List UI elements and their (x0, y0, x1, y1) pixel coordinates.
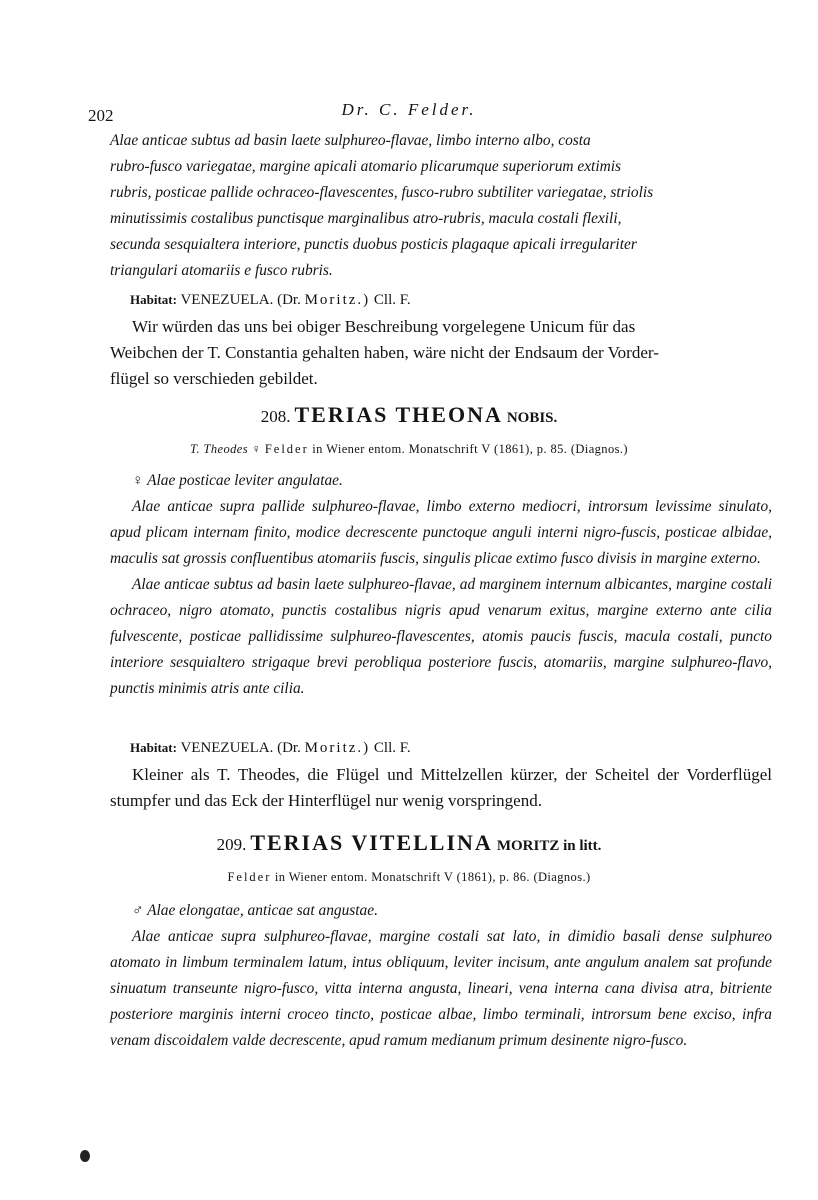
prev-latin-line: minutissimis costalibus punctisque marginalibus atro-rubris, macula costali flexili, (110, 210, 622, 227)
citation-taxon: T. Theodes (190, 442, 248, 456)
habitat-collector-prefix: (Dr. (277, 292, 301, 308)
german-paragraph: Kleiner als T. Theodes, die Flügel und Mittelzellen kürzer, der Scheitel der Vorderflügel stumpfer und das Eck der Hinterflügel nur wenig vorspringend. (110, 765, 772, 810)
latin-paragraph: Alae anticae supra sulphureo-flavae, margine costali sat lato, in dimidio basali dense sulphureo atomato in limbum terminalem latum, intus obliquum, leviter incisum, ante angulum analem sat profunde sinuatum transeunte nigro-fusco, vitta interna angusta, lineari, vena interna cana divisa atra, bitriente posteriore marginis interni croceo tincto, posticae albae, limbo terminali, introrsum bene exciso, infra venam discoidalem valde decrescente, apud ramum medianum primum desinente nigro-fusco. (110, 928, 772, 1049)
habitat-collection: Cll. F. (373, 292, 411, 308)
prev-latin-line: rubris, posticae pallide ochraceo-flavescentes, fusco-rubro subtiliter variegatae, striolis (110, 184, 654, 201)
prev-latin-description (110, 128, 772, 284)
habitat-collector: Moritz.) (304, 292, 371, 308)
species-number: 208. (260, 407, 291, 426)
prev-latin-line: Alae anticae subtus ad basin laete sulphureo-flavae, limbo interno albo, costa (110, 132, 591, 149)
species-name: TERIAS THEONA (294, 402, 503, 427)
species-209-heading (0, 830, 818, 856)
species-208-habitat (130, 736, 792, 760)
habitat-label: Habitat: (130, 740, 177, 755)
latin-paragraph: ♀ Alae posticae leviter angulatae. (132, 472, 343, 489)
species-author: NOBIS. (506, 410, 558, 426)
prev-latin-line: triangulari atomariis e fusco rubris. (110, 262, 333, 279)
german-line: Weibchen der T. Constantia gehalten haben, wäre nicht der Endsaum der Vorder- (110, 343, 659, 362)
habitat-collection: Cll. F. (373, 740, 411, 756)
prev-latin-line: secunda sesquialtera interiore, punctis duobus posticis plagaque apicali irregulariter (110, 236, 637, 253)
species-209-citation (0, 870, 818, 885)
species-author: MORITZ in litt. (496, 838, 602, 854)
latin-paragraph: Alae anticae subtus ad basin laete sulphureo-flavae, ad marginem internum albicantes, margine costali ochraceo, nigro atomato, punctis costalibus nigris apud venarum exitus, margine externo ante cilia fulvescente, posticae pallidissime sulphureo-flavescentes, atomis paucis fuscis, macula costali, puncto interiore sesquialtero strigaque brevi perobliqua posteriore fuscis, atomariis, margine sulphureo-flavo, punctis minimis atris ante cilia. (110, 576, 772, 697)
citation-sex: ♀ (251, 442, 262, 456)
citation-rest: in Wiener entom. Monatschrift V (1861), p. 85. (Diagnos.) (312, 442, 628, 456)
ink-speck (80, 1150, 90, 1162)
species-number: 209. (216, 835, 247, 854)
species-209-description (110, 898, 772, 1054)
habitat-collector-prefix: (Dr. (277, 740, 301, 756)
citation-rest: in Wiener entom. Monatschrift V (1861), p. 86. (Diagnos.) (274, 870, 591, 884)
citation-author: Felder (227, 870, 272, 884)
prev-latin-line: rubro-fusco variegatae, margine apicali atomario plicarumque superiorum extimis (110, 158, 621, 175)
habitat-place: VENEZUELA. (180, 292, 274, 308)
german-line: Wir würden das uns bei obiger Beschreibung vorgelegene Unicum für das (132, 317, 636, 336)
prev-habitat (130, 288, 792, 312)
habitat-collector: Moritz.) (304, 740, 371, 756)
citation-author: Felder (264, 442, 309, 456)
german-line: flügel so verschieden gebildet. (110, 369, 318, 388)
page-number: 202 (88, 106, 114, 125)
latin-paragraph: ♂ Alae elongatae, anticae sat angustae. (132, 902, 378, 919)
latin-paragraph: Alae anticae supra pallide sulphureo-flavae, limbo externo mediocri, introrsum levissime sinulato, apud plicam internam finito, modice decrescente punctoque anguli interni nigro-fuscis, posticae albidae, maculis sat grossis confluentibus atomariis fuscis, singulis plicae extimo fusco divisis in margine externo. (110, 498, 772, 567)
habitat-place: VENEZUELA. (180, 740, 274, 756)
prev-german-remark (110, 314, 772, 392)
species-name: TERIAS VITELLINA (250, 830, 493, 855)
species-208-heading (0, 402, 818, 428)
species-208-description (110, 468, 772, 702)
species-208-citation (0, 442, 818, 457)
habitat-label: Habitat: (130, 292, 177, 307)
species-208-german-remark (110, 762, 772, 814)
running-head: Dr. C. Felder. (341, 100, 477, 119)
